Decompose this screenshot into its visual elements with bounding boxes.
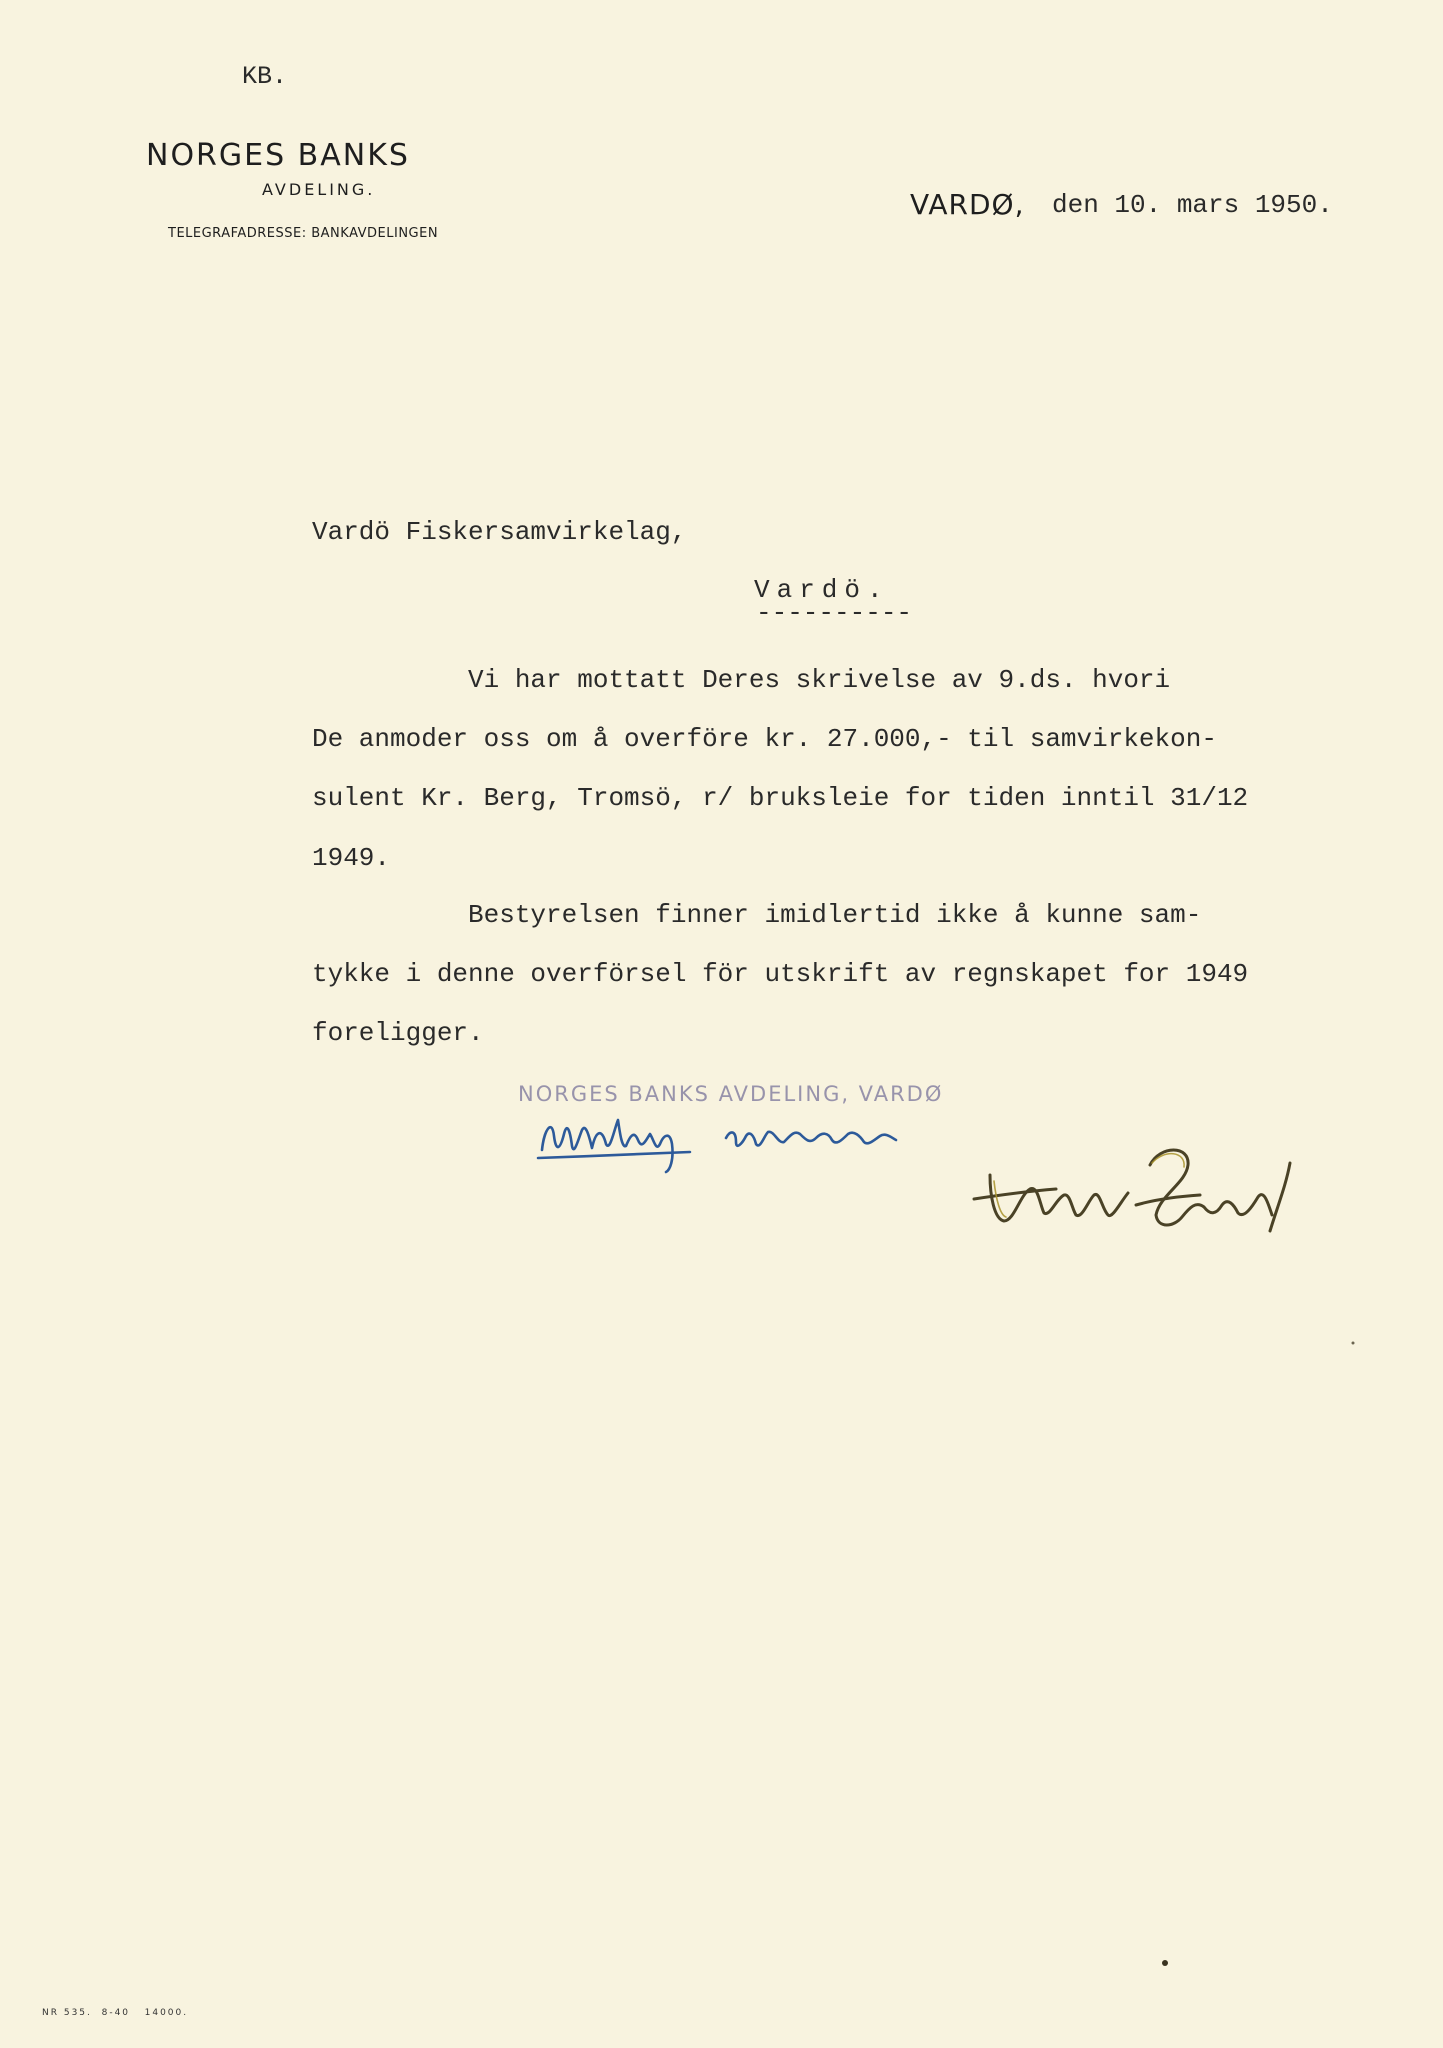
body-line: Bestyrelsen finner imidlertid ikke å kunne sam- bbox=[312, 900, 1202, 930]
signature-second bbox=[960, 1135, 1330, 1245]
recipient-underline: ---------- bbox=[756, 598, 913, 628]
signature-first bbox=[530, 1100, 1030, 1180]
printer-code: NR 535. 8-40 14000. bbox=[42, 2008, 189, 2018]
body-line: sulent Kr. Berg, Tromsö, r/ bruksleie for tiden inntil 31/12 bbox=[312, 783, 1249, 813]
paper-speck bbox=[1160, 1958, 1170, 1968]
bank-department: AVDELING. bbox=[262, 180, 376, 199]
bank-name: NORGES BANKS bbox=[146, 138, 410, 173]
reference-initials: KB. bbox=[242, 62, 288, 91]
recipient-city: Vardö. bbox=[754, 575, 890, 605]
telegraph-address: TELEGRAFADRESSE: BANKAVDELINGEN bbox=[168, 226, 439, 241]
paper-speck bbox=[1350, 1340, 1356, 1346]
body-line: De anmoder oss om å overföre kr. 27.000,- til samvirkekon- bbox=[312, 724, 1217, 754]
body-line: foreligger. bbox=[312, 1018, 484, 1048]
recipient-name: Vardö Fiskersamvirkelag, bbox=[312, 517, 687, 547]
body-line: 1949. bbox=[312, 843, 391, 873]
bank-stamp: NORGES BANKS AVDELING, VARDØ bbox=[518, 1082, 944, 1106]
letter-date: den 10. mars 1950. bbox=[1052, 190, 1333, 220]
body-line: tykke i denne overförsel för utskrift av regnskapet for 1949 bbox=[312, 959, 1249, 989]
body-line: Vi har mottatt Deres skrivelse av 9.ds. hvori bbox=[312, 665, 1171, 695]
letter-place: VARDØ, bbox=[910, 188, 1025, 221]
